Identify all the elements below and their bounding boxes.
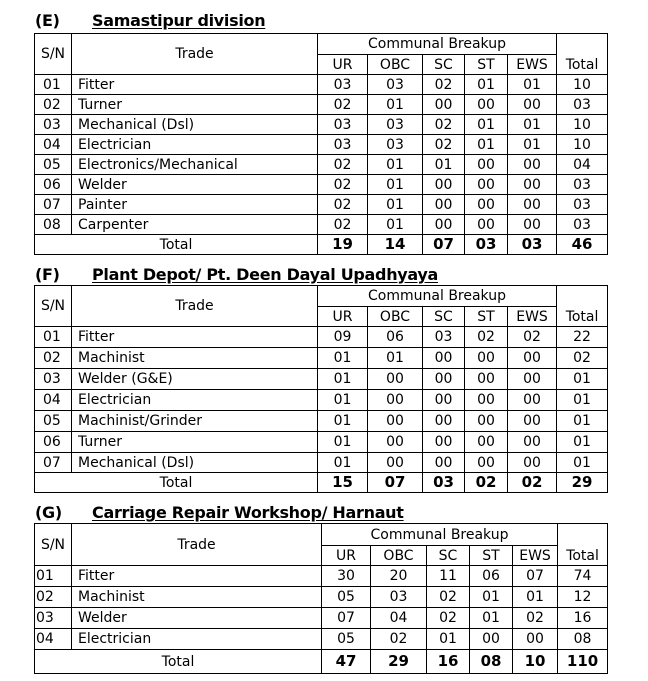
total-row [35, 235, 608, 255]
obc-cell: 00 [368, 432, 423, 453]
obc-cell: 01 [368, 175, 423, 195]
st-cell: 00 [465, 195, 508, 215]
sc-cell: 02 [427, 587, 470, 608]
table-row [35, 608, 608, 629]
st-cell: 00 [465, 348, 508, 369]
section-title: Samastipur division [92, 11, 266, 30]
sn-cell: 01 [35, 566, 72, 587]
sc-header: SC [423, 307, 465, 327]
obc-cell: 01 [368, 195, 423, 215]
sn-cell: 08 [35, 215, 72, 235]
section-heading [0, 264, 648, 286]
sn-cell: 05 [35, 411, 72, 432]
obc-header: OBC [368, 55, 423, 75]
ews-cell: 00 [508, 411, 557, 432]
obc-cell: 03 [368, 75, 423, 95]
st-cell: 00 [465, 369, 508, 390]
ews-header: EWS [508, 55, 557, 75]
st-cell: 00 [465, 411, 508, 432]
trade-cell: Machinist [72, 348, 318, 369]
obc-cell: 01 [368, 155, 423, 175]
total-cell: 08 [558, 629, 608, 650]
table-row [35, 115, 608, 135]
total-cell: 01 [557, 453, 608, 473]
vacancy-table [34, 285, 608, 493]
grand-total: 29 [557, 473, 608, 493]
total-cell: 03 [557, 95, 608, 115]
sc-header: SC [427, 546, 470, 566]
ur-cell: 07 [322, 608, 371, 629]
total-cell: 03 [557, 215, 608, 235]
table-row [35, 327, 608, 348]
ur-cell: 01 [318, 432, 368, 453]
table-row [35, 432, 608, 453]
obc-cell: 01 [368, 215, 423, 235]
ur-header: UR [322, 546, 371, 566]
trade-cell: Turner [72, 95, 318, 115]
obc-cell: 00 [368, 390, 423, 411]
sn-header: S/N [35, 286, 72, 327]
sc-cell: 00 [423, 348, 465, 369]
obc-cell: 00 [368, 411, 423, 432]
ur-cell: 02 [318, 155, 368, 175]
trade-cell: Mechanical (Dsl) [72, 115, 318, 135]
sn-cell: 05 [35, 155, 72, 175]
total-cell: 10 [557, 75, 608, 95]
obc-total: 29 [371, 650, 427, 674]
st-cell: 01 [465, 135, 508, 155]
total-cell: 01 [557, 432, 608, 453]
total-label: Total [35, 650, 322, 674]
ur-cell: 01 [318, 390, 368, 411]
st-cell: 00 [470, 629, 513, 650]
obc-total: 14 [368, 235, 423, 255]
sn-cell: 02 [35, 95, 72, 115]
st-cell: 00 [465, 175, 508, 195]
sn-cell: 03 [35, 369, 72, 390]
trade-cell: Electrician [72, 390, 318, 411]
obc-cell: 04 [371, 608, 427, 629]
ews-cell: 02 [508, 327, 557, 348]
section-code: (G) [35, 503, 62, 522]
st-cell: 02 [465, 327, 508, 348]
ur-cell: 05 [322, 629, 371, 650]
sc-total: 16 [427, 650, 470, 674]
total-cell: 04 [557, 155, 608, 175]
obc-cell: 00 [368, 453, 423, 473]
total-header: Total [558, 524, 608, 566]
sn-cell: 01 [35, 75, 72, 95]
sn-cell: 02 [35, 348, 72, 369]
total-header: Total [557, 286, 608, 327]
trade-cell: Fitter [72, 75, 318, 95]
ur-cell: 02 [318, 195, 368, 215]
sc-cell: 01 [427, 629, 470, 650]
sn-cell: 07 [35, 195, 72, 215]
ews-cell: 01 [508, 115, 557, 135]
total-label: Total [35, 473, 318, 493]
sc-header: SC [423, 55, 465, 75]
ews-cell: 00 [508, 155, 557, 175]
table-row [35, 566, 608, 587]
grand-total: 46 [557, 235, 608, 255]
st-cell: 01 [465, 115, 508, 135]
st-cell: 00 [465, 155, 508, 175]
total-row [35, 473, 608, 493]
ews-cell: 00 [508, 195, 557, 215]
ews-cell: 00 [508, 369, 557, 390]
ews-cell: 07 [513, 566, 558, 587]
ews-total: 10 [513, 650, 558, 674]
sc-cell: 00 [423, 95, 465, 115]
ur-total: 47 [322, 650, 371, 674]
trade-cell: Welder [72, 608, 322, 629]
obc-cell: 03 [371, 587, 427, 608]
sc-cell: 00 [423, 411, 465, 432]
ur-cell: 09 [318, 327, 368, 348]
trade-cell: Welder [72, 175, 318, 195]
ews-cell: 00 [508, 348, 557, 369]
grand-total: 110 [558, 650, 608, 674]
communal-breakup-header: Communal Breakup [318, 286, 557, 307]
sn-cell: 04 [35, 629, 72, 650]
obc-header: OBC [368, 307, 423, 327]
sn-cell: 04 [35, 135, 72, 155]
table-row [35, 411, 608, 432]
ews-total: 02 [508, 473, 557, 493]
table-row [35, 95, 608, 115]
obc-cell: 00 [368, 369, 423, 390]
total-row [35, 650, 608, 674]
st-cell: 00 [465, 215, 508, 235]
vacancy-table [34, 33, 608, 255]
sc-cell: 00 [423, 175, 465, 195]
obc-total: 07 [368, 473, 423, 493]
sn-cell: 06 [35, 175, 72, 195]
sc-cell: 00 [423, 215, 465, 235]
sc-cell: 00 [423, 390, 465, 411]
ur-header: UR [318, 307, 368, 327]
trade-cell: Machinist [72, 587, 322, 608]
ews-cell: 02 [513, 608, 558, 629]
sc-cell: 00 [423, 432, 465, 453]
sn-cell: 06 [35, 432, 72, 453]
table-row [35, 135, 608, 155]
sn-cell: 01 [35, 327, 72, 348]
total-cell: 10 [557, 115, 608, 135]
table-row [35, 587, 608, 608]
ur-total: 19 [318, 235, 368, 255]
obc-header: OBC [371, 546, 427, 566]
communal-breakup-header: Communal Breakup [322, 524, 558, 546]
trade-cell: Electrician [72, 629, 322, 650]
header-row [35, 286, 608, 307]
ur-cell: 02 [318, 175, 368, 195]
vacancy-table [34, 523, 608, 674]
total-cell: 74 [558, 566, 608, 587]
ews-cell: 00 [508, 175, 557, 195]
section-heading [0, 502, 648, 524]
total-cell: 01 [557, 411, 608, 432]
sn-cell: 03 [35, 115, 72, 135]
section-title: Plant Depot/ Pt. Deen Dayal Upadhyaya [92, 265, 439, 284]
st-cell: 00 [465, 390, 508, 411]
st-cell: 01 [470, 587, 513, 608]
sc-total: 07 [423, 235, 465, 255]
table-row [35, 369, 608, 390]
st-header: ST [465, 307, 508, 327]
sc-cell: 00 [423, 195, 465, 215]
total-cell: 16 [558, 608, 608, 629]
trade-cell: Machinist/Grinder [72, 411, 318, 432]
st-header: ST [465, 55, 508, 75]
st-cell: 00 [465, 95, 508, 115]
sc-cell: 02 [423, 115, 465, 135]
ur-total: 15 [318, 473, 368, 493]
sc-cell: 11 [427, 566, 470, 587]
section-title: Carriage Repair Workshop/ Harnaut [92, 503, 404, 522]
obc-cell: 03 [368, 135, 423, 155]
total-label: Total [35, 235, 318, 255]
ews-header: EWS [513, 546, 558, 566]
trade-cell: Electronics/Mechanical [72, 155, 318, 175]
st-cell: 06 [470, 566, 513, 587]
total-header: Total [557, 34, 608, 75]
total-cell: 02 [557, 348, 608, 369]
ur-cell: 03 [318, 135, 368, 155]
trade-header: Trade [72, 34, 318, 75]
ews-total: 03 [508, 235, 557, 255]
obc-cell: 01 [368, 348, 423, 369]
obc-cell: 01 [368, 95, 423, 115]
trade-cell: Mechanical (Dsl) [72, 453, 318, 473]
table-row [35, 390, 608, 411]
trade-header: Trade [72, 286, 318, 327]
ur-cell: 02 [318, 95, 368, 115]
st-cell: 01 [470, 608, 513, 629]
sc-cell: 01 [423, 155, 465, 175]
table-row [35, 195, 608, 215]
header-row [35, 524, 608, 546]
ews-cell: 01 [508, 75, 557, 95]
total-cell: 22 [557, 327, 608, 348]
st-total: 03 [465, 235, 508, 255]
sc-cell: 00 [423, 369, 465, 390]
trade-cell: Welder (G&E) [72, 369, 318, 390]
table-row [35, 155, 608, 175]
sn-header: S/N [35, 34, 72, 75]
table-row [35, 348, 608, 369]
table-row [35, 75, 608, 95]
ews-cell: 00 [508, 390, 557, 411]
sc-cell: 02 [427, 608, 470, 629]
header-row [35, 34, 608, 55]
table-row [35, 215, 608, 235]
ur-cell: 03 [318, 75, 368, 95]
obc-cell: 20 [371, 566, 427, 587]
ur-cell: 02 [318, 215, 368, 235]
trade-cell: Fitter [72, 327, 318, 348]
trade-cell: Painter [72, 195, 318, 215]
total-cell: 03 [557, 195, 608, 215]
table-row [35, 175, 608, 195]
trade-cell: Fitter [72, 566, 322, 587]
ews-header: EWS [508, 307, 557, 327]
table-row [35, 629, 608, 650]
sn-cell: 07 [35, 453, 72, 473]
sc-cell: 03 [423, 327, 465, 348]
section-heading [0, 10, 648, 32]
total-cell: 03 [557, 175, 608, 195]
ur-cell: 01 [318, 369, 368, 390]
ur-cell: 30 [322, 566, 371, 587]
sn-cell: 02 [35, 587, 72, 608]
sc-cell: 00 [423, 453, 465, 473]
total-cell: 01 [557, 390, 608, 411]
table-row [35, 453, 608, 473]
obc-cell: 06 [368, 327, 423, 348]
ews-cell: 00 [508, 453, 557, 473]
ews-cell: 00 [513, 629, 558, 650]
ur-cell: 01 [318, 411, 368, 432]
ews-cell: 00 [508, 432, 557, 453]
ur-cell: 01 [318, 453, 368, 473]
total-cell: 12 [558, 587, 608, 608]
obc-cell: 02 [371, 629, 427, 650]
ews-cell: 01 [513, 587, 558, 608]
sn-header: S/N [35, 524, 72, 566]
sc-cell: 02 [423, 135, 465, 155]
communal-breakup-header: Communal Breakup [318, 34, 557, 55]
ews-cell: 01 [508, 135, 557, 155]
ur-cell: 05 [322, 587, 371, 608]
trade-cell: Carpenter [72, 215, 318, 235]
trade-cell: Electrician [72, 135, 318, 155]
st-cell: 00 [465, 453, 508, 473]
section-code: (F) [35, 265, 60, 284]
ews-cell: 00 [508, 215, 557, 235]
total-cell: 10 [557, 135, 608, 155]
st-cell: 01 [465, 75, 508, 95]
ur-cell: 03 [318, 115, 368, 135]
st-header: ST [470, 546, 513, 566]
ews-cell: 00 [508, 95, 557, 115]
sc-cell: 02 [423, 75, 465, 95]
st-total: 08 [470, 650, 513, 674]
trade-cell: Turner [72, 432, 318, 453]
ur-cell: 01 [318, 348, 368, 369]
st-total: 02 [465, 473, 508, 493]
total-cell: 01 [557, 369, 608, 390]
sn-cell: 03 [35, 608, 72, 629]
ur-header: UR [318, 55, 368, 75]
section-code: (E) [35, 11, 60, 30]
obc-cell: 03 [368, 115, 423, 135]
st-cell: 00 [465, 432, 508, 453]
trade-header: Trade [72, 524, 322, 566]
sc-total: 03 [423, 473, 465, 493]
sn-cell: 04 [35, 390, 72, 411]
